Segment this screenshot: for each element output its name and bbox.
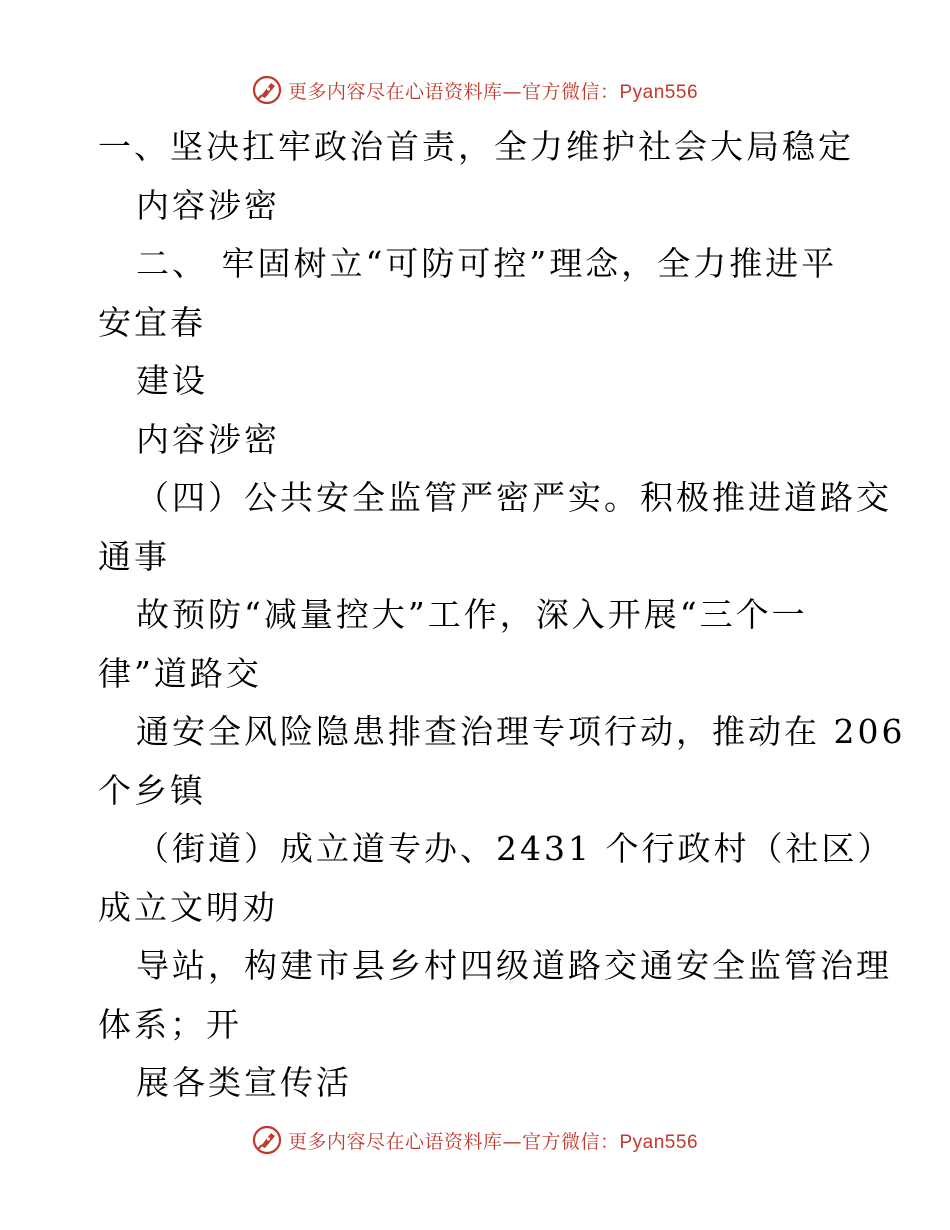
body-line-12: 个乡镇: [98, 770, 206, 810]
body-line-8: 通事: [98, 536, 170, 576]
body-line-4: 安宜春: [98, 302, 206, 342]
body-line-13: （街道）成立道专办、2431 个行政村（社区）: [136, 829, 894, 868]
body-line-2: 内容涉密: [136, 185, 280, 225]
body-line-14: 成立文明劝: [98, 887, 278, 927]
body-line-10: 律”道路交: [98, 653, 262, 693]
pen-nib-logo-icon: [252, 1125, 282, 1155]
banner-account: Pyan556: [619, 81, 699, 103]
body-line-7: （四）公共安全监管严密严实。积极推进道路交: [136, 478, 892, 517]
banner-text: 更多内容尽在心语资料库—官方微信：Pyan556: [287, 80, 699, 103]
banner-text: 更多内容尽在心语资料库—官方微信：Pyan556: [287, 1130, 699, 1153]
body-line-9: 故预防“减量控大”工作，深入开展“三个一: [136, 595, 808, 634]
banner-account: Pyan556: [619, 1131, 699, 1153]
body-line-11: 通安全风险隐患排查治理专项行动，推动在 206: [136, 712, 906, 751]
body-line-16: 体系；开: [98, 1004, 242, 1044]
pen-nib-logo-icon: [252, 75, 282, 105]
body-line-1: 一、坚决扛牢政治首责，全力维护社会大局稳定: [98, 127, 854, 166]
document-body: [98, 118, 906, 1113]
body-line-17: 展各类宣传活: [136, 1063, 352, 1102]
body-line-3: 二、 牢固树立“可防可控”理念，全力推进平: [136, 244, 838, 283]
header-banner: [0, 70, 950, 110]
body-line-6: 内容涉密: [136, 419, 280, 459]
footer-banner: [0, 1120, 950, 1160]
body-line-5: 建设: [136, 361, 208, 400]
body-line-15: 导站，构建市县乡村四级道路交通安全监管治理: [136, 946, 892, 985]
